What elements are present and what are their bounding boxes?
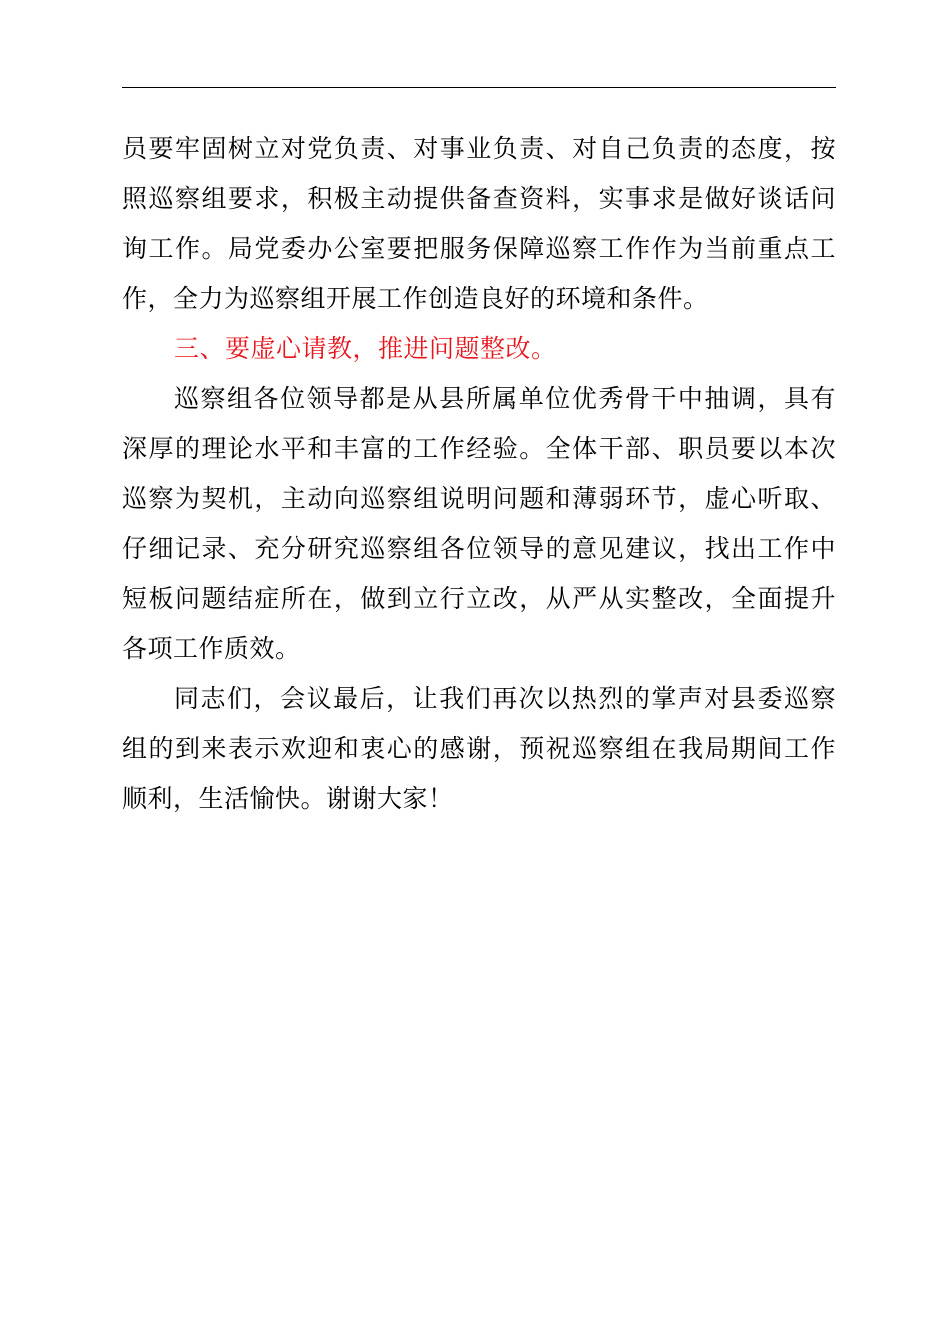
header-rule — [122, 87, 836, 88]
section-heading: 三、要虚心请教，推进问题整改。 — [174, 334, 557, 363]
paragraph-line: 顺利，生活愉快。谢谢大家！ — [122, 784, 454, 813]
paragraph-line: 巡察为契机，主动向巡察组说明问题和薄弱环节，虚心听取、 — [122, 484, 836, 513]
paragraph-line: 照巡察组要求，积极主动提供备查资料，实事求是做好谈话问 — [122, 184, 836, 213]
paragraph-line: 询工作。局党委办公室要把服务保障巡察工作作为当前重点工 — [122, 234, 836, 263]
paragraph-line: 员要牢固树立对党负责、对事业负责、对自己负责的态度，按 — [122, 134, 836, 163]
paragraph-line: 巡察组各位领导都是从县所属单位优秀骨干中抽调，具有 — [174, 384, 836, 413]
document-body — [122, 124, 836, 824]
paragraph-line: 作，全力为巡察组开展工作创造良好的环境和条件。 — [122, 284, 709, 313]
paragraph-line: 同志们，会议最后，让我们再次以热烈的掌声对县委巡察 — [174, 684, 836, 713]
paragraph-line: 组的到来表示欢迎和衷心的感谢，预祝巡察组在我局期间工作 — [122, 734, 836, 763]
paragraph-line: 各项工作质效。 — [122, 634, 301, 663]
paragraph-line: 仔细记录、充分研究巡察组各位领导的意见建议，找出工作中 — [122, 534, 836, 563]
paragraph-line: 短板问题结症所在，做到立行立改，从严从实整改，全面提升 — [122, 584, 836, 613]
paragraph-line: 深厚的理论水平和丰富的工作经验。全体干部、职员要以本次 — [122, 434, 836, 463]
